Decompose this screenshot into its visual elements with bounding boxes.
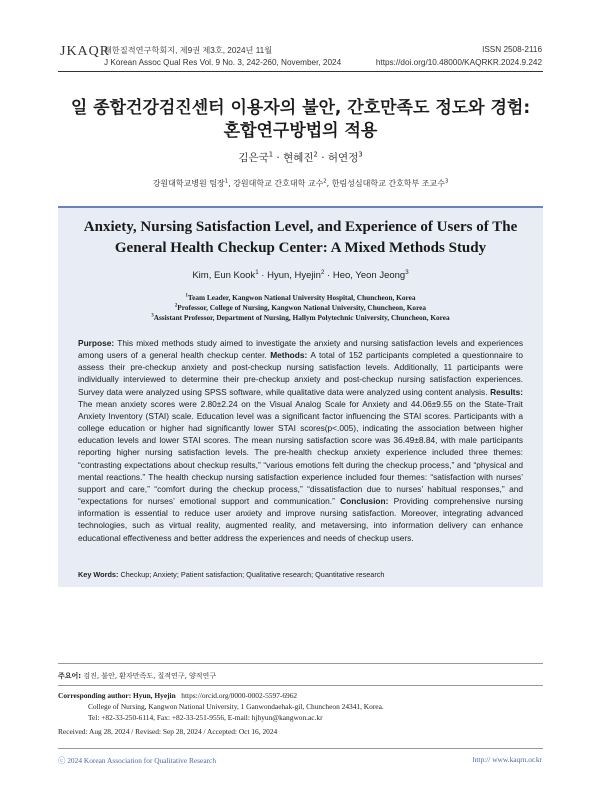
abstract-text [78,337,523,544]
correspondence-contact: Tel: +82-33-250-6114, Fax: +82-33-251-9556, E-mail: hjhyun@kangwon.ac.kr [88,713,323,722]
english-affil-1-text: Team Leader, Kangwon National University Hospital, Chuncheon, Korea [187,293,416,302]
author-separator: · [273,152,284,164]
english-title [64,217,537,259]
correspondence-address: College of Nursing, Kangwon National University, 1 Ganwondaehak-gil, Chuncheon 24341, Korea. [88,702,384,711]
copyright-notice: ⓒ 2024 Korean Association for Qualitative Research [58,756,217,765]
korean-affil-3: 한림성심대학교 간호학부 조교수 [331,179,445,188]
english-affil-2 [64,303,537,313]
author-separator: · [317,152,328,164]
english-title-line2: General Health Checkup Center: A Mixed Methods Study [114,240,487,256]
korean-keywords-label: 주요어: [58,672,82,680]
english-affil-3 [64,313,537,323]
korean-keywords-text: 검진, 불안, 환자만족도, 질적연구, 양적연구 [83,672,217,680]
english-author-2-mark: 2 [320,268,325,276]
korean-author-1: 김은국 [238,152,269,164]
english-affil-2-mark: 2 [174,303,178,309]
header-divider [58,71,543,72]
journal-citation-english: J Korean Assoc Qual Res Vol. 9 No. 3, 242-260, November, 2024 [104,58,342,67]
korean-affiliations: 강원대학교병원 팀장$^1$, 강원대학교 간호대학 교수$^2$, 한림성심대학교 간호학부 조교수$^3$ [152,178,449,188]
corresponding-author-label: Corresponding author: Hyun, Hyejin [58,691,176,700]
korean-author-3: 허연정 [327,152,359,164]
korean-keywords [58,671,216,681]
english-affiliations [64,293,537,323]
korean-affil-2-mark: 2 [323,178,327,185]
english-affil-3-text: Assistant Professor, Department of Nursing, Hallym Polytechnic University, Chuncheon, Korea [153,313,450,322]
author-separator: · [324,270,333,281]
doi-link[interactable]: https://doi.org/10.48000/KAQRKR.2024.9.242 [375,58,542,67]
issn: ISSN 2508-2116 [482,45,542,54]
keywords-text: Checkup; Anxiety; Patient satisfaction; Qualitative research; Quantitative research [118,570,385,579]
journal-logo: JKAQR [60,44,111,59]
english-affil-1 [64,293,537,303]
english-author-3: Heo, Yeon Jeong [332,270,406,281]
korean-author-2-mark: 2 [313,150,318,159]
english-title-line1: Anxiety, Nursing Satisfaction Level, and Experience of Users of The [83,219,518,235]
submission-dates: Received: Aug 28, 2024 / Revised: Sep 28, 2024 / Accepted: Oct 16, 2024 [58,727,278,736]
purpose-text: This mixed methods study aimed to investigate the anxiety and nursing satisfaction levels and experiences among users of a general health checkup center. [78,338,523,361]
keywords-label: Key Words: [78,570,119,579]
english-author-3-mark: 3 [405,268,409,276]
orcid-link[interactable]: https://orcid.org/0000-0002-5597-6962 [181,691,298,700]
korean-affil-1-mark: 1 [224,178,229,185]
korean-affil-2: 강원대학교 간호대학 교수 [233,179,324,188]
journal-citation-korean: 대한질적연구학회지, 제9권 제3호, 2024년 11월 [104,46,273,55]
korean-title-line2: 혼합연구방법의 적용 [223,121,378,141]
english-affil-2-text: Professor, College of Nursing, Kangwon National University, Chuncheon, Korea [177,303,427,312]
english-affil-1-mark: 1 [185,293,188,299]
methods-label: Methods: [270,350,308,361]
english-author-1-mark: 1 [255,268,259,276]
korean-affil-1: 강원대학교병원 팀장 [152,179,225,188]
korean-authors [58,150,543,165]
author-separator: · [258,270,268,281]
footer-divider [58,663,543,664]
english-keywords [78,570,523,579]
methods-text: A total of 152 participants completed a questionnaire to assess their pre-checkup anxiety and post-checkup nursing satisfaction levels. Additionally, 11 participants were individually interviewed to determine their pre-checkup anxiety and post-checkup nursing satisfaction experiences. Survey data were analyzed using SPSS software, while qualitative data were analyzed using content analysis. [78,350,523,397]
conclusion-text: Providing comprehensive nursing information is essential to reduce user anxiety and improve nursing satisfaction. Moreover, integrating advanced technologies, such as virtual reality, augmented reality, and metaversing, into information delivery can enhance educational effectiveness and better address the experiences and needs of checkup users. [78,496,523,543]
english-affil-3-mark: 3 [151,313,154,319]
korean-author-1-mark: 1 [268,150,274,159]
english-author-1: Kim, Eun Kook [192,270,256,281]
english-author-2: Hyun, Hyejin [267,270,321,281]
results-label: Results: [490,386,523,397]
korean-affil-3-mark: 3 [444,178,449,185]
korean-title [58,97,543,143]
purpose-label: Purpose: [78,338,115,348]
footer-divider [58,748,543,749]
footer-divider [58,685,543,686]
korean-title-line1: 일 종합건강검진센터 이용자의 불안, 간호만족도 정도와 경험: [70,98,531,118]
conclusion-label: Conclusion: [340,496,389,507]
korean-author-2: 현혜진 [283,152,314,164]
korean-author-3-mark: 3 [358,150,363,159]
english-authors [64,270,537,281]
correspondence-block [58,690,543,723]
results-text: The mean anxiety scores were 2.80±2.24 on the Visual Analog Scale for Anxiety and 44.06±9.55 on the State-Trait Anxiety Inventory (STAI) scale. Education level was a significant factor influencing the STAI scores. Participants with a college education or higher had significantly lower STAI scores(p<.005), indicating the association between higher education levels and lower STAI scores. The mean nursing satisfaction score was 36.49±8.84, with male participants reporting higher nursing satisfaction levels. The pre-health checkup anxiety experience included three themes: “contrasting expectations about checkup results,” “various emotions felt during the checkup process,” and “physical and mental reactions.” The health checkup nursing satisfaction experience included four themes: “satisfaction with nurses’ support and care,” “comfort during the checkup process,” “dissatisfaction due to nurses’ habitual responses,” and “expectations for nurses’ emotional support and communication.” [78,398,523,507]
website-link[interactable]: http:// www.kaqrn.or.kr [472,755,542,764]
